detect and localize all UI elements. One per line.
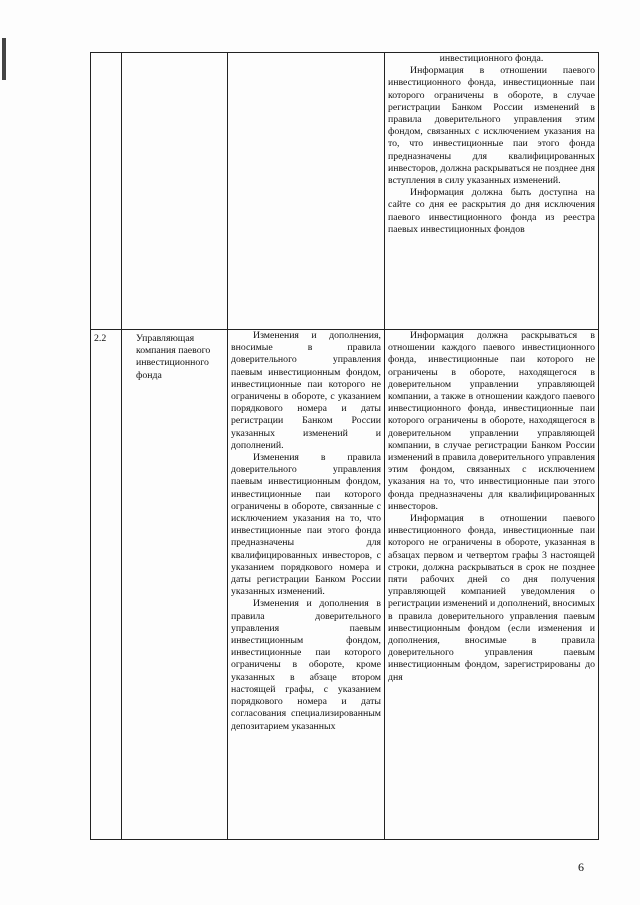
paragraph: Информация в отношении паевого инвестиционного фонда, инвестиционные паи которого не ограничены в обороте, указанная в абзацах первом и четвертом графы 3 настоящей строки, должна раскрываться в срок не позднее пяти рабочих дней со дня получения управляющей компанией уведомления о регистрации изменений и дополнений, вносимых в правила доверительного управления паевым инвестиционным фондом (если изменения и дополнения, вносимые в правила доверительного управления паевым инвестиционным фондом, зарегистрированы до дня bbox=[388, 513, 595, 683]
paragraph: Информация в отношении паевого инвестиционного фонда, инвестиционные паи которого ограничены в обороте, в случае регистрации Банком России изменений в правила доверительного управления этим фондом, связанных с исключением указания на то, что инвестиционные паи этого фонда предназначены для квалифицированных инвесторов, должна раскрываться не позднее дня вступления в силу указанных изменений. bbox=[388, 65, 595, 187]
paragraph: Изменения и дополнения, вносимые в правила доверительного управления паевым инвестиционным фондом, инвестиционные паи которого не ограничены в обороте, с указанием порядкового номера и даты регистрации Банком России указанных изменений и дополнений. bbox=[231, 330, 381, 451]
paragraph: Информация должна быть доступна на сайте со дня ее раскрытия до дня исключения паевого инвестиционного фонда из реестра паевых инвестиционных фондов bbox=[388, 187, 595, 235]
terms-cell bbox=[385, 330, 599, 840]
page-number: 6 bbox=[578, 860, 584, 874]
paragraph: Изменения и дополнения в правила доверительного управления паевым инвестиционным фондом, инвестиционные паи которого ограничены в обороте, кроме указанных в абзаце втором настоящей графы, с указанием порядкового номера и даты согласования специализированным депозитарием указанных bbox=[231, 598, 381, 732]
table-row bbox=[91, 330, 599, 840]
info-cell bbox=[228, 53, 385, 330]
terms-cell bbox=[385, 53, 599, 330]
paragraph: инвестиционного фонда. bbox=[439, 53, 544, 64]
disclosure-table bbox=[90, 52, 599, 840]
binding-mark bbox=[2, 38, 6, 80]
table-row bbox=[91, 53, 599, 330]
row-number-cell bbox=[91, 53, 122, 330]
info-cell bbox=[228, 330, 385, 840]
paragraph: Изменения в правила доверительного управления паевым инвестиционным фондом, инвестиционные паи которого ограничены в обороте, связанные с исключением указания на то, что инвестиционные паи этого фонда предназначены для квалифицированных инвесторов, с указанием порядкового номера и даты регистрации Банком России указанных изменений. bbox=[231, 452, 381, 598]
paragraph: Информация должна раскрываться в отношении каждого паевого инвестиционного фонда, инвестиционные паи которого не ограничены в обороте, находящегося в доверительном управлении управляющей компании, а также в отношении каждого паевого инвестиционного фонда, инвестиционные паи которого ограничены в обороте, находящегося в доверительном управлении управляющей компании, в случае регистрации Банком России изменений в правила доверительного управления этим фондом, связанных с исключением указания на то, что инвестиционные паи этого фонда предназначены для квалифицированных инвесторов. bbox=[388, 330, 595, 512]
discloser-name: Управляющая компания паевого инвестиционного фонда bbox=[122, 330, 228, 840]
row-number: 2.2 bbox=[91, 330, 122, 840]
discloser-cell bbox=[122, 53, 228, 330]
